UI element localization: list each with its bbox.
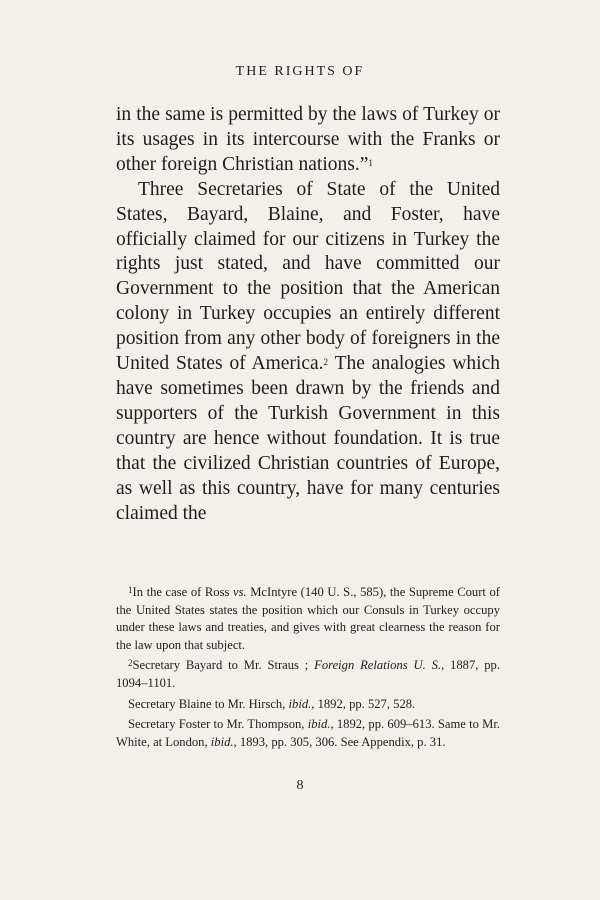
footnote-4 bbox=[116, 716, 500, 751]
paragraph-2-text-a: Three Secretaries of State of the United States, Bayard, Blaine, and Foster, have officially claimed for our citizens in Turkey the rights just stated, and have committed our Government to the position that the American colony in Turkey occupies an entirely different position from any other body of foreigners in the United States of America. bbox=[116, 178, 500, 375]
paragraph-1 bbox=[116, 103, 500, 178]
footnote-ref-1: 1 bbox=[368, 157, 373, 168]
paragraph-1-text: in the same is permitted by the laws of Turkey or its usages in its intercourse with the Franks or other foreign Christian nations.” bbox=[116, 104, 500, 175]
footnote-2-text-a: Secretary Bayard to Mr. Straus ; bbox=[132, 658, 315, 673]
paragraph-2-text-b: The analogies which have sometimes been drawn by the friends and supporters of the Turkish Government in this country are hence without foundation. It is true that the civilized Christian countries of Europe, as well as this country, have for many centuries claimed the bbox=[116, 353, 500, 524]
footnote-4-italic-2: ibid. bbox=[210, 734, 234, 749]
footnote-2-text-b: , 1887, pp. 1094–1101. bbox=[116, 658, 500, 690]
footnote-4-text-c: , 1893, pp. 305, 306. See Appendix, p. 31. bbox=[233, 734, 446, 749]
footnote-3 bbox=[116, 696, 500, 714]
footnote-2-italic: Foreign Relations U. S. bbox=[314, 658, 442, 673]
footnote-4-text-b: , 1892, pp. 609–613. Same to Mr. White, at London, bbox=[116, 717, 500, 749]
footnote-1-italic: vs. bbox=[233, 585, 247, 599]
body-text bbox=[116, 103, 500, 526]
footnote-1 bbox=[116, 584, 500, 654]
footnotes bbox=[116, 584, 500, 754]
footnote-1-text-a: In the case of Ross bbox=[132, 585, 233, 599]
footnote-3-italic: ibid. bbox=[288, 696, 312, 711]
footnote-4-text-a: Secretary Foster to Mr. Thompson, bbox=[128, 717, 308, 732]
page-number: 8 bbox=[296, 778, 304, 793]
footnote-3-text-b: , 1892, pp. 527, 528. bbox=[311, 696, 416, 711]
footnote-ref-2: 2 bbox=[323, 357, 329, 368]
footnote-1-mark: 1 bbox=[128, 585, 133, 595]
footnote-2 bbox=[116, 657, 500, 692]
paragraph-2 bbox=[116, 178, 500, 527]
footnote-1-text-b: McIntyre (140 U. S., 585), the Supreme Court of the United States states the position which our Consuls in Turkey occupy under these laws and treaties, and gives with great clearness the reason for the law upon that subject. bbox=[116, 585, 501, 652]
running-header: THE RIGHTS OF bbox=[235, 64, 365, 79]
footnote-3-text-a: Secretary Blaine to Mr. Hirsch, bbox=[128, 696, 289, 711]
footnote-4-italic: ibid. bbox=[307, 717, 331, 732]
footnote-2-mark: 2 bbox=[128, 658, 133, 669]
